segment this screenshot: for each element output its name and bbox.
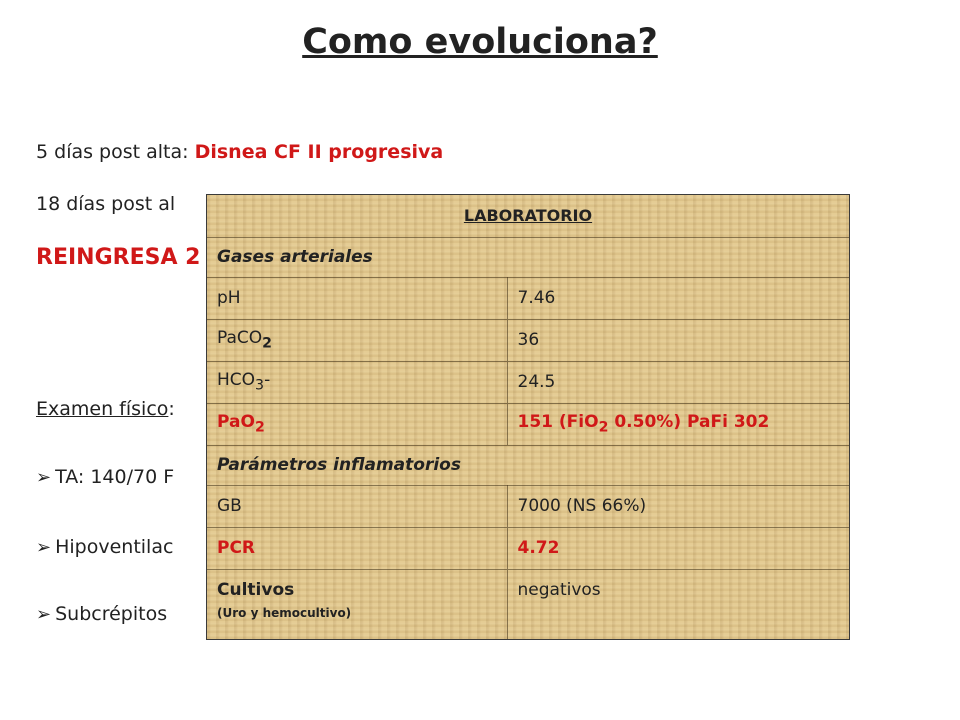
table-row xyxy=(207,569,849,639)
table-row xyxy=(207,527,849,569)
pcr-value: 4.72 xyxy=(507,527,849,569)
pao2-value: 151 (FiO$_2$ 0.50%) PaFi 302 xyxy=(507,403,849,445)
arrow-bullet-icon: ➢ xyxy=(36,604,52,625)
evolution-line-1-highlight: Disnea CF II progresiva xyxy=(194,141,444,163)
table-row xyxy=(207,319,849,361)
hco3-label: $HCO_3-$ xyxy=(207,361,507,403)
cultivos-label: Cultivos (Uro y hemocultivo) xyxy=(217,579,352,620)
ph-label: pH xyxy=(207,277,507,319)
table-row xyxy=(207,403,849,445)
cultivos-value: negativos xyxy=(507,569,849,639)
laboratorio-table xyxy=(206,194,850,640)
table-row xyxy=(207,485,849,527)
pcr-label: PCR xyxy=(207,527,507,569)
bullet-item-subcrepitos-text: Subcrépitos xyxy=(55,603,168,625)
paco2-label: PaCO$_2$ xyxy=(207,319,507,361)
reingresa-line: REINGRESA 2 xyxy=(36,245,201,270)
evolution-line-1-prefix: 5 días post alta: xyxy=(36,141,195,163)
bullet-item-subcrepitos xyxy=(36,603,167,625)
examen-fisico-label: Examen físico xyxy=(36,398,169,420)
pao2-label: PaO$_2$ xyxy=(207,403,507,445)
bullet-item-hipoventilacion-text: Hipoventilac xyxy=(55,536,174,558)
slide-title: Como evoluciona? xyxy=(302,22,658,62)
examen-fisico-colon: : xyxy=(168,398,175,420)
table-row xyxy=(207,277,849,319)
section-gases-arteriales: Gases arteriales xyxy=(207,237,849,277)
bullet-item-ta xyxy=(36,466,174,488)
hco3-value: 24.5 xyxy=(507,361,849,403)
bullet-item-ta-text: TA: 140/70 F xyxy=(55,466,175,488)
arrow-bullet-icon: ➢ xyxy=(36,537,52,558)
evolution-line-2: 18 días post al xyxy=(36,193,176,215)
section-parametros-inflamatorios: Parámetros inflamatorios xyxy=(207,445,849,485)
bullet-item-hipoventilacion xyxy=(36,536,173,558)
laboratorio-header: LABORATORIO xyxy=(207,195,849,237)
table-row xyxy=(207,361,849,403)
examen-fisico-line xyxy=(36,398,175,420)
evolution-line-1 xyxy=(36,141,443,163)
gb-label: GB xyxy=(207,485,507,527)
ph-value: 7.46 xyxy=(507,277,849,319)
arrow-bullet-icon: ➢ xyxy=(36,467,52,488)
paco2-value: 36 xyxy=(507,319,849,361)
gb-value: 7000 (NS 66%) xyxy=(507,485,849,527)
